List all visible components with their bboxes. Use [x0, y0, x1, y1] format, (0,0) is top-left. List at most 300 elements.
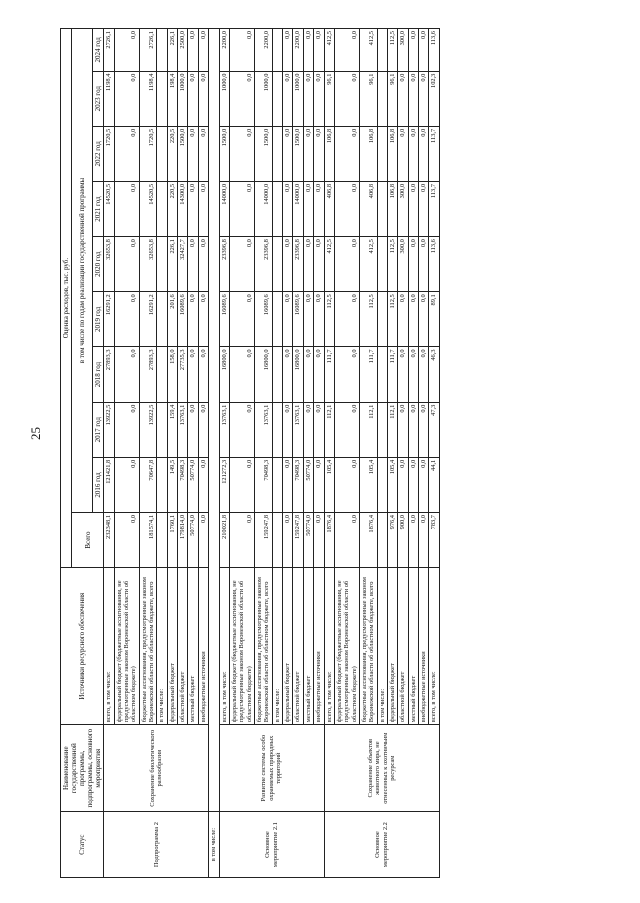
- value-cell: 0,0: [114, 71, 139, 126]
- value-cell: 13922,5: [104, 402, 114, 457]
- value-cell: 0,0: [419, 347, 429, 402]
- value-cell: 1876,4: [324, 512, 334, 567]
- value-cell: 0,0: [198, 402, 208, 457]
- value-cell: 105,4: [324, 457, 334, 512]
- value-cell: 23396,8: [219, 237, 229, 292]
- value-cell: [377, 292, 387, 347]
- value-cell: 0,0: [114, 181, 139, 236]
- value-cell: 900,0: [398, 512, 408, 567]
- value-cell: 0,0: [334, 237, 359, 292]
- value-cell: [377, 347, 387, 402]
- source-cell: внебюджетные источники: [198, 568, 208, 725]
- value-cell: 0,0: [419, 237, 429, 292]
- value-cell: 0,0: [398, 457, 408, 512]
- value-cell: 0,0: [408, 237, 418, 292]
- value-cell: [157, 29, 167, 72]
- value-cell: 106,8: [324, 126, 334, 181]
- value-cell: 13922,5: [139, 402, 157, 457]
- value-cell: 0,0: [408, 292, 418, 347]
- value-cell: 0,0: [419, 181, 429, 236]
- value-cell: 14520,5: [104, 181, 114, 236]
- value-cell: 149,5: [167, 457, 177, 512]
- value-cell: 0,0: [419, 126, 429, 181]
- value-cell: 0,0: [334, 126, 359, 181]
- value-cell: 0,0: [198, 347, 208, 402]
- source-cell: федеральный бюджет: [167, 568, 177, 725]
- value-cell: 106,8: [388, 126, 398, 181]
- value-cell: 0,0: [198, 71, 208, 126]
- value-cell: 16089,6: [178, 292, 188, 347]
- header-by-year: в том числе по годам реализации государственной программы: [72, 29, 93, 513]
- source-cell: всего, в том числе:: [219, 568, 229, 725]
- value-cell: 0,0: [283, 457, 293, 512]
- value-cell: 220,5: [167, 181, 177, 236]
- value-cell: 210021,8: [219, 512, 229, 567]
- value-cell: 0,0: [419, 402, 429, 457]
- value-cell: 16800,0: [219, 347, 229, 402]
- value-cell: 220,5: [167, 126, 177, 181]
- header-year: 2019 год: [93, 292, 104, 347]
- value-cell: 50774,0: [188, 457, 198, 512]
- value-cell: 0,0: [419, 457, 429, 512]
- value-cell: [377, 181, 387, 236]
- value-cell: 1876,4: [359, 512, 377, 567]
- value-cell: 0,0: [229, 181, 254, 236]
- name-cell: Сохранение объектов животного мира, не отнесенных к охотничьим ресурсам: [324, 725, 439, 812]
- status-cell: Основное мероприятие 2.2: [324, 812, 439, 878]
- value-cell: 0,0: [229, 402, 254, 457]
- value-cell: 0,0: [283, 347, 293, 402]
- value-cell: 113,7: [429, 181, 439, 236]
- source-cell: в том числе:: [377, 568, 387, 725]
- value-cell: [377, 237, 387, 292]
- value-cell: 50774,0: [303, 512, 313, 567]
- value-cell: [377, 457, 387, 512]
- value-cell: 0,0: [314, 237, 324, 292]
- value-cell: 2500,0: [178, 29, 188, 72]
- name-cell: Сохранение биологического разнообразия: [104, 725, 209, 812]
- value-cell: 0,0: [398, 402, 408, 457]
- value-cell: 0,0: [334, 181, 359, 236]
- value-cell: 0,0: [114, 512, 139, 567]
- value-cell: 0,0: [334, 71, 359, 126]
- source-cell: федеральный бюджет: [388, 568, 398, 725]
- value-cell: 0,0: [188, 126, 198, 181]
- value-cell: 412,5: [359, 29, 377, 72]
- value-cell: [272, 181, 282, 236]
- value-cell: 27893,3: [104, 347, 114, 402]
- source-cell: областной бюджет: [398, 568, 408, 725]
- value-cell: 0,0: [314, 347, 324, 402]
- source-cell: местный бюджет: [303, 568, 313, 725]
- value-cell: 89,1: [429, 292, 439, 347]
- value-cell: [157, 71, 167, 126]
- value-cell: 0,0: [283, 402, 293, 457]
- value-cell: 106,8: [388, 181, 398, 236]
- value-cell: 0,0: [114, 347, 139, 402]
- value-cell: [272, 237, 282, 292]
- value-cell: 70647,8: [139, 457, 157, 512]
- value-cell: 50774,0: [303, 457, 313, 512]
- value-cell: 0,0: [314, 29, 324, 72]
- value-cell: 0,0: [314, 71, 324, 126]
- value-cell: 0,0: [398, 126, 408, 181]
- value-cell: 0,0: [314, 512, 324, 567]
- value-cell: 0,0: [398, 71, 408, 126]
- value-cell: [157, 457, 167, 512]
- value-cell: 0,0: [283, 29, 293, 72]
- value-cell: 0,0: [283, 237, 293, 292]
- value-cell: [377, 29, 387, 72]
- value-cell: 0,0: [229, 347, 254, 402]
- value-cell: 0,0: [198, 29, 208, 72]
- value-cell: 13763,1: [293, 402, 303, 457]
- value-cell: 16291,2: [139, 292, 157, 347]
- value-cell: 179814,0: [178, 512, 188, 567]
- value-cell: 27893,3: [139, 347, 157, 402]
- value-cell: 0,0: [408, 402, 418, 457]
- value-cell: 113,6: [429, 237, 439, 292]
- value-cell: 0,0: [188, 237, 198, 292]
- value-cell: 0,0: [198, 292, 208, 347]
- header-name: Наименование государственной программы, подпрограммы, основного мероприятия: [61, 725, 104, 812]
- value-cell: 0,0: [303, 181, 313, 236]
- value-cell: 226,1: [167, 237, 177, 292]
- value-cell: 2726,1: [139, 29, 157, 72]
- value-cell: 0,0: [303, 292, 313, 347]
- value-cell: 16800,0: [254, 347, 272, 402]
- blank-cell: [209, 29, 219, 812]
- value-cell: 158,0: [167, 347, 177, 402]
- value-cell: 16089,6: [219, 292, 229, 347]
- value-cell: 105,4: [359, 457, 377, 512]
- value-cell: 32653,8: [104, 237, 114, 292]
- value-cell: 0,0: [408, 71, 418, 126]
- value-cell: 0,0: [334, 512, 359, 567]
- value-cell: [157, 181, 167, 236]
- value-cell: 0,0: [188, 29, 198, 72]
- value-cell: 2200,0: [254, 29, 272, 72]
- value-cell: 1000,0: [219, 71, 229, 126]
- value-cell: [377, 126, 387, 181]
- source-cell: местный бюджет: [408, 568, 418, 725]
- value-cell: 0,0: [314, 402, 324, 457]
- value-cell: 198,4: [167, 71, 177, 126]
- value-cell: 14520,5: [139, 181, 157, 236]
- value-cell: [272, 71, 282, 126]
- value-cell: 0,0: [334, 402, 359, 457]
- value-cell: 112,5: [324, 292, 334, 347]
- value-cell: [157, 347, 167, 402]
- value-cell: 0,0: [303, 126, 313, 181]
- header-status: Статус: [61, 812, 104, 878]
- value-cell: 0,0: [408, 181, 418, 236]
- value-cell: 14000,0: [254, 181, 272, 236]
- value-cell: 13763,1: [254, 402, 272, 457]
- value-cell: 1500,0: [293, 126, 303, 181]
- value-cell: 0,0: [114, 292, 139, 347]
- value-cell: 0,0: [408, 29, 418, 72]
- source-cell: федеральный бюджет (бюджетные ассигнования, не предусмотренные законом Воронежской области об областном бюджете): [114, 568, 139, 725]
- value-cell: 105,4: [388, 457, 398, 512]
- value-cell: 27735,3: [178, 347, 188, 402]
- value-cell: 16800,0: [293, 347, 303, 402]
- value-cell: 1000,0: [293, 71, 303, 126]
- value-cell: [157, 237, 167, 292]
- value-cell: 16089,6: [254, 292, 272, 347]
- value-cell: 14000,0: [293, 181, 303, 236]
- budget-table: [60, 28, 440, 878]
- value-cell: 102,3: [429, 71, 439, 126]
- status-cell: Основное мероприятие 2.1: [219, 812, 324, 878]
- table-row: [219, 29, 229, 878]
- value-cell: 226,1: [167, 29, 177, 72]
- source-cell: в том числе:: [272, 568, 282, 725]
- value-cell: 0,0: [188, 292, 198, 347]
- value-cell: 0,0: [419, 29, 429, 72]
- value-cell: 1720,5: [139, 126, 157, 181]
- value-cell: [272, 512, 282, 567]
- header-year: 2022 год: [93, 126, 104, 181]
- value-cell: 14000,0: [219, 181, 229, 236]
- header-year: 2020 год: [93, 237, 104, 292]
- value-cell: 70498,3: [254, 457, 272, 512]
- value-cell: [377, 71, 387, 126]
- value-cell: 0,0: [283, 512, 293, 567]
- value-cell: 0,0: [398, 292, 408, 347]
- value-cell: 0,0: [303, 29, 313, 72]
- source-cell: всего, в том числе:: [429, 568, 439, 725]
- value-cell: 44,1: [429, 457, 439, 512]
- rotated-sheet: [60, 28, 530, 878]
- source-cell: внебюджетные источники: [314, 568, 324, 725]
- value-cell: 113,6: [429, 29, 439, 72]
- value-cell: 412,5: [359, 237, 377, 292]
- value-cell: 406,8: [359, 181, 377, 236]
- value-cell: 0,0: [419, 512, 429, 567]
- header-year: 2016 год: [93, 457, 104, 512]
- value-cell: 300,0: [398, 181, 408, 236]
- value-cell: 0,0: [283, 181, 293, 236]
- value-cell: 0,0: [303, 402, 313, 457]
- header-year: 2017 год: [93, 402, 104, 457]
- value-cell: 0,0: [114, 29, 139, 72]
- value-cell: 0,0: [408, 457, 418, 512]
- value-cell: 0,0: [229, 29, 254, 72]
- source-cell: бюджетные ассигнования, предусмотренные законом Воронежской области об областном бюджете, всего: [139, 568, 157, 725]
- value-cell: 1720,5: [104, 126, 114, 181]
- header-total: Всего: [72, 512, 104, 567]
- status-cell: в том числе:: [209, 812, 219, 878]
- source-cell: бюджетные ассигнования, предусмотренные законом Воронежской области об областном бюджете, всего: [254, 568, 272, 725]
- value-cell: [272, 347, 282, 402]
- value-cell: 201,6: [167, 292, 177, 347]
- value-cell: [377, 402, 387, 457]
- value-cell: 2200,0: [293, 29, 303, 72]
- value-cell: 113,7: [429, 126, 439, 181]
- value-cell: 0,0: [198, 512, 208, 567]
- value-cell: 32427,7: [178, 237, 188, 292]
- value-cell: 0,0: [408, 347, 418, 402]
- value-cell: 0,0: [408, 126, 418, 181]
- source-cell: местный бюджет: [188, 568, 198, 725]
- value-cell: [272, 402, 282, 457]
- value-cell: 121272,3: [219, 457, 229, 512]
- table-row: [104, 29, 114, 878]
- value-cell: 0,0: [114, 402, 139, 457]
- value-cell: 112,1: [324, 402, 334, 457]
- value-cell: 2726,1: [104, 29, 114, 72]
- value-cell: 0,0: [198, 181, 208, 236]
- value-cell: 50774,0: [188, 512, 198, 567]
- value-cell: 0,0: [188, 181, 198, 236]
- value-cell: 16089,6: [293, 292, 303, 347]
- value-cell: [377, 512, 387, 567]
- value-cell: 0,0: [229, 512, 254, 567]
- value-cell: 32653,8: [139, 237, 157, 292]
- value-cell: [272, 292, 282, 347]
- value-cell: 783,7: [429, 512, 439, 567]
- source-cell: бюджетные ассигнования, предусмотренные законом Воронежской области об областном бюджете, всего: [359, 568, 377, 725]
- value-cell: 300,0: [398, 237, 408, 292]
- value-cell: 1760,1: [167, 512, 177, 567]
- value-cell: 0,0: [114, 457, 139, 512]
- value-cell: 0,0: [229, 237, 254, 292]
- value-cell: 0,0: [198, 126, 208, 181]
- value-cell: [157, 512, 167, 567]
- table-body: [104, 29, 440, 878]
- value-cell: 0,0: [114, 126, 139, 181]
- source-cell: внебюджетные источники: [419, 568, 429, 725]
- value-cell: 14300,0: [178, 181, 188, 236]
- value-cell: 2200,0: [219, 29, 229, 72]
- value-cell: 1500,0: [254, 126, 272, 181]
- page-number: 25: [28, 427, 43, 440]
- value-cell: 96,1: [359, 71, 377, 126]
- value-cell: [157, 402, 167, 457]
- source-cell: в том числе:: [157, 568, 167, 725]
- value-cell: 96,1: [324, 71, 334, 126]
- value-cell: 1000,0: [178, 71, 188, 126]
- value-cell: 159,4: [167, 402, 177, 457]
- source-cell: федеральный бюджет (бюджетные ассигнования, не предусмотренные законом Воронежской области об областном бюджете): [229, 568, 254, 725]
- value-cell: 0,0: [188, 402, 198, 457]
- value-cell: 1000,0: [254, 71, 272, 126]
- value-cell: [272, 457, 282, 512]
- value-cell: 0,0: [419, 71, 429, 126]
- value-cell: 111,7: [359, 347, 377, 402]
- value-cell: 0,0: [188, 347, 198, 402]
- table-row: [324, 29, 334, 878]
- value-cell: 112,5: [388, 292, 398, 347]
- value-cell: 0,0: [334, 457, 359, 512]
- value-cell: 112,1: [388, 402, 398, 457]
- value-cell: 70498,3: [293, 457, 303, 512]
- value-cell: 300,0: [398, 29, 408, 72]
- value-cell: 0,0: [398, 347, 408, 402]
- header-source: Источники ресурсного обеспечения: [61, 568, 104, 725]
- value-cell: [157, 292, 167, 347]
- value-cell: 70498,3: [178, 457, 188, 512]
- value-cell: 181574,1: [139, 512, 157, 567]
- value-cell: 112,1: [359, 402, 377, 457]
- value-cell: 0,0: [408, 512, 418, 567]
- value-cell: 47,3: [429, 402, 439, 457]
- value-cell: 159247,8: [293, 512, 303, 567]
- value-cell: 0,0: [314, 292, 324, 347]
- value-cell: 23396,8: [293, 237, 303, 292]
- value-cell: 0,0: [334, 292, 359, 347]
- value-cell: 16291,2: [104, 292, 114, 347]
- source-cell: федеральный бюджет (бюджетные ассигнования, не предусмотренные законом Воронежской области об областном бюджете): [334, 568, 359, 725]
- value-cell: 406,8: [324, 181, 334, 236]
- value-cell: 0,0: [229, 457, 254, 512]
- value-cell: 1500,0: [219, 126, 229, 181]
- value-cell: 46,3: [429, 347, 439, 402]
- value-cell: 0,0: [314, 126, 324, 181]
- source-cell: всего, в том числе:: [324, 568, 334, 725]
- value-cell: 976,4: [388, 512, 398, 567]
- value-cell: 0,0: [334, 347, 359, 402]
- header-year: 2023 год: [93, 71, 104, 126]
- header-estimate: Оценка расходов, тыс. руб.: [61, 29, 72, 568]
- value-cell: 0,0: [283, 292, 293, 347]
- value-cell: 0,0: [283, 71, 293, 126]
- value-cell: 112,5: [388, 29, 398, 72]
- value-cell: 111,7: [324, 347, 334, 402]
- value-cell: 0,0: [283, 126, 293, 181]
- source-cell: всего, в том числе:: [104, 568, 114, 725]
- value-cell: [157, 126, 167, 181]
- value-cell: 0,0: [419, 292, 429, 347]
- value-cell: 111,7: [388, 347, 398, 402]
- value-cell: 0,0: [303, 71, 313, 126]
- value-cell: 0,0: [188, 71, 198, 126]
- source-cell: областной бюджет: [293, 568, 303, 725]
- value-cell: 0,0: [229, 126, 254, 181]
- status-cell: Подпрограмма 2: [104, 812, 209, 878]
- value-cell: 1500,0: [178, 126, 188, 181]
- header-year: 2018 год: [93, 347, 104, 402]
- value-cell: 0,0: [314, 457, 324, 512]
- value-cell: 0,0: [229, 292, 254, 347]
- value-cell: 13763,1: [219, 402, 229, 457]
- value-cell: 96,1: [388, 71, 398, 126]
- value-cell: 0,0: [114, 237, 139, 292]
- value-cell: 13763,1: [178, 402, 188, 457]
- value-cell: 0,0: [334, 29, 359, 72]
- value-cell: 412,5: [324, 29, 334, 72]
- header-year: 2021 год: [93, 181, 104, 236]
- name-cell: Развитие системы особо охраняемых природных территорий: [219, 725, 324, 812]
- value-cell: 23396,8: [254, 237, 272, 292]
- source-cell: федеральный бюджет: [283, 568, 293, 725]
- value-cell: 0,0: [198, 457, 208, 512]
- value-cell: 112,5: [388, 237, 398, 292]
- table-row: [209, 29, 219, 878]
- value-cell: 0,0: [303, 347, 313, 402]
- value-cell: 106,8: [359, 126, 377, 181]
- value-cell: [272, 29, 282, 72]
- value-cell: 0,0: [229, 71, 254, 126]
- header-year: 2024 год: [93, 29, 104, 72]
- value-cell: 1198,4: [139, 71, 157, 126]
- value-cell: 0,0: [198, 237, 208, 292]
- source-cell: областной бюджет: [178, 568, 188, 725]
- value-cell: 0,0: [314, 181, 324, 236]
- value-cell: 232348,1: [104, 512, 114, 567]
- value-cell: 159247,8: [254, 512, 272, 567]
